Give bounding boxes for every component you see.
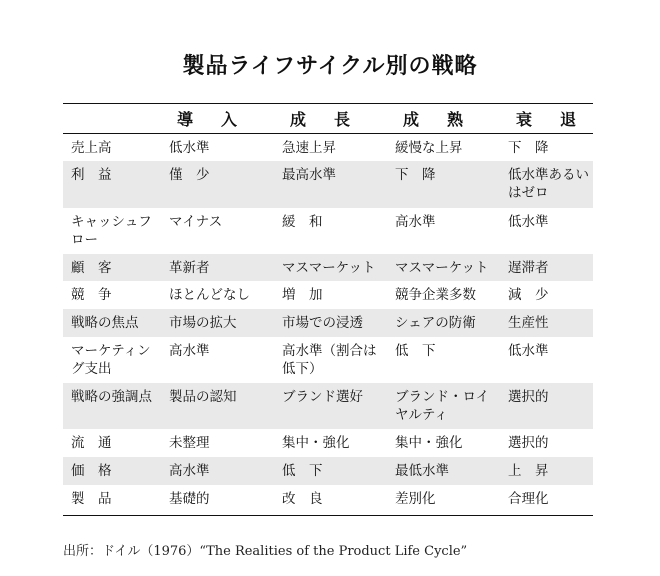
table-cell: 低 下	[395, 343, 436, 359]
row-label: 競 争	[71, 287, 112, 303]
table-cell: ブランド・ロイヤルティ	[395, 389, 490, 423]
row-label: 売上高	[71, 140, 112, 156]
header-row	[63, 104, 593, 134]
table-cell: 改 良	[282, 491, 323, 507]
table-cell: 高水準（割合は低下）	[282, 343, 377, 377]
table-cell: 低水準あるいはゼロ	[508, 167, 589, 201]
table-cell: 合理化	[508, 491, 549, 507]
table-row	[63, 383, 593, 429]
table-cell: 基礎的	[169, 491, 210, 507]
source-citation: 出所：ドイル（1976）“The Realities of the Product Life Cycle”	[63, 544, 468, 559]
table-cell: 緩慢な上昇	[395, 140, 463, 156]
table-row	[63, 208, 593, 254]
table-cell: 最高水準	[282, 167, 336, 183]
table-cell: 低水準	[169, 140, 210, 156]
table-cell: 高水準	[169, 463, 210, 479]
strategy-table	[63, 103, 593, 516]
table-cell: マスマーケット	[395, 260, 489, 276]
row-label: 流 通	[71, 435, 112, 451]
table-cell: ほとんどなし	[169, 287, 250, 303]
table-cell: 生産性	[508, 315, 549, 331]
table-row	[63, 309, 593, 337]
table-row	[63, 134, 593, 162]
table-cell: 低 下	[282, 463, 323, 479]
table-cell: 増 加	[282, 287, 323, 303]
row-label: 戦略の焦点	[71, 315, 139, 331]
table-cell: 選択的	[508, 435, 549, 451]
table-cell: マイナス	[169, 214, 223, 230]
table-cell: 急速上昇	[282, 140, 336, 156]
table-cell: 上 昇	[508, 463, 549, 479]
row-label: 製 品	[71, 491, 112, 507]
header-cell-introduction: 導 入	[177, 110, 244, 129]
table-cell: 製品の認知	[169, 389, 237, 405]
table-cell: 市場での浸透	[282, 315, 363, 331]
table-cell: 高水準	[395, 214, 436, 230]
table-cell: 集中・強化	[282, 435, 350, 451]
table-cell: 下 降	[508, 140, 549, 156]
table-row	[63, 429, 593, 457]
header-cell-decline: 衰 退	[516, 110, 583, 129]
table-row	[63, 254, 593, 281]
table-cell: 革新者	[169, 260, 210, 276]
header-cell-growth: 成 長	[290, 110, 357, 129]
table-row	[63, 337, 593, 383]
header-cell-empty	[63, 104, 163, 134]
row-label: マーケティング支出	[71, 343, 151, 377]
table-cell: 選択的	[508, 389, 549, 405]
table-cell: 緩 和	[282, 214, 323, 230]
header-cell-maturity: 成 熟	[403, 110, 470, 129]
table-cell: 市場の拡大	[169, 315, 237, 331]
table-cell: 遅滞者	[508, 260, 549, 276]
row-label: 戦略の強調点	[71, 389, 152, 405]
table-cell: シェアの防衛	[395, 315, 476, 331]
table-row	[63, 457, 593, 485]
row-label: 利 益	[71, 167, 112, 183]
table-row	[63, 161, 593, 208]
table-cell: 差別化	[395, 491, 436, 507]
row-label: キャッシュフロー	[71, 214, 152, 248]
table-cell: 低水準	[508, 343, 549, 359]
table-cell: 競争企業多数	[395, 287, 476, 303]
table-row	[63, 281, 593, 309]
table-cell: 未整理	[169, 435, 210, 451]
row-label: 価 格	[71, 463, 112, 479]
table-cell: マスマーケット	[282, 260, 376, 276]
table-cell: 低水準	[508, 214, 549, 230]
table-cell: 減 少	[508, 287, 549, 303]
table-cell: 僅 少	[169, 167, 210, 183]
table-cell: ブランド選好	[282, 389, 363, 405]
table-row	[63, 485, 593, 515]
table-cell: 下 降	[395, 167, 436, 183]
table-cell: 高水準	[169, 343, 210, 359]
table-cell: 集中・強化	[395, 435, 463, 451]
table-title: 製品ライフサイクル別の戦略	[182, 54, 478, 79]
table-cell: 最低水準	[395, 463, 449, 479]
row-label: 顧 客	[71, 260, 112, 276]
strategy-table-container	[63, 103, 593, 516]
